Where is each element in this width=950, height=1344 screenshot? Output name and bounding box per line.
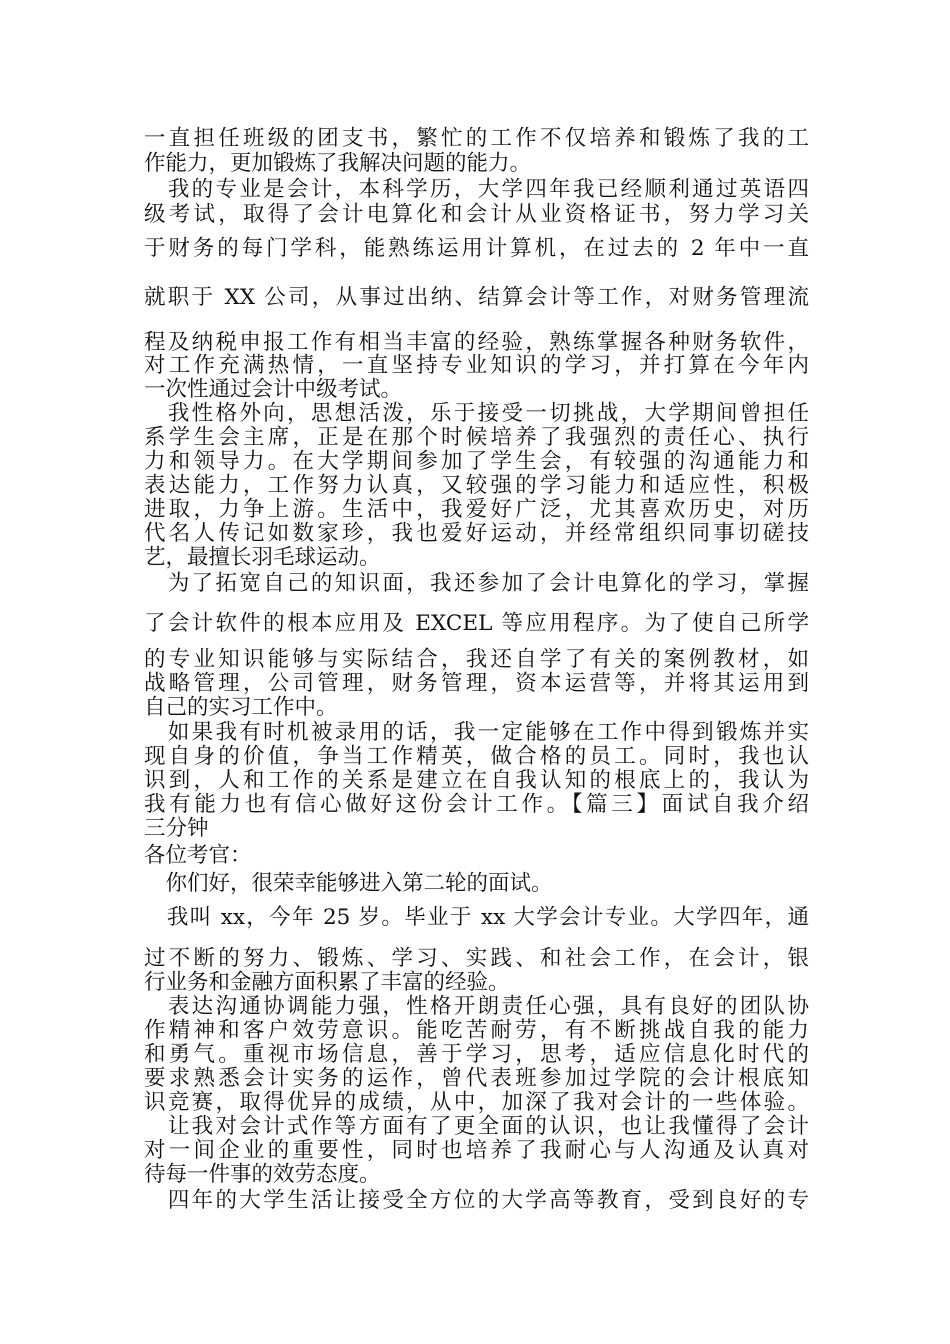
- text-line: 一直担任班级的团支书，繁忙的工作不仅培养和锻炼了我的工: [144, 126, 809, 151]
- text-line: 作能力，更加锻炼了我解决问题的能力。: [144, 151, 532, 176]
- text-line: 表达能力，工作努力认真，又较强的学习能力和适应性，积极: [144, 473, 809, 498]
- text-line: 了会计软件的根本应用及 EXCEL 等应用程序。为了使自己所学: [144, 611, 809, 636]
- text-line: 艺，最擅长羽毛球运动。: [144, 545, 381, 570]
- text-line: 我性格外向，思想活泼，乐于接受一切挑战，大学期间曾担任: [144, 401, 809, 426]
- text-line: 战略管理，公司管理，财务管理，资本运营等，并将其运用到: [144, 671, 809, 696]
- text-line: 要求熟悉会计实务的运作，曾代表班参加过学院的会计根底知: [144, 1066, 809, 1091]
- text-line: 进取，力争上游。生活中，我爱好广泛，尤其喜欢历史，对历: [144, 497, 809, 522]
- text-line: 识到，人和工作的关系是建立在自我认知的根底上的，我认为: [144, 768, 809, 793]
- text-line: 级考试，取得了会计电算化和会计从业资格证书，努力学习关: [144, 202, 809, 227]
- text-line: 我有能力也有信心做好这份会计工作。【篇三】面试自我介绍: [144, 792, 809, 817]
- text-line: 对工作充满热情，一直坚持专业知识的学习，并打算在今年内: [144, 353, 809, 378]
- text-line: 各位考官：: [144, 843, 252, 868]
- text-line: 三分钟: [144, 816, 209, 841]
- text-line: 于财务的每门学科，能熟练运用计算机，在过去的 2 年中一直: [144, 236, 809, 261]
- text-line: 行业务和金融方面积累了丰富的经验。: [144, 970, 510, 995]
- text-line: 对一间企业的重要性，同时也培养了我耐心与人沟通及认真对: [144, 1138, 809, 1163]
- text-line: 让我对会计式作等方面有了更全面的认识，也让我懂得了会计: [144, 1114, 809, 1139]
- text-line: 过不断的努力、锻炼、学习、实践、和社会工作，在会计，银: [144, 946, 809, 971]
- text-line: 系学生会主席，正是在那个时候培养了我强烈的责任心、执行: [144, 425, 809, 450]
- text-line: 和勇气。重视市场信息，善于学习，思考，适应信息化时代的: [144, 1042, 809, 1067]
- text-line: 作精神和客户效劳意识。能吃苦耐劳，有不断挑战自我的能力: [144, 1018, 809, 1043]
- text-line: 为了拓宽自己的知识面，我还参加了会计电算化的学习，掌握: [144, 571, 809, 596]
- text-line: 你们好，很荣幸能够进入第二轮的面试。: [144, 871, 553, 896]
- text-line: 的专业知识能够与实际结合，我还自学了有关的案例教材，如: [144, 647, 809, 672]
- text-line: 我叫 xx，今年 25 岁。毕业于 xx 大学会计专业。大学四年，通: [144, 905, 809, 930]
- text-line: 如果我有时机被录用的话，我一定能够在工作中得到锻炼并实: [144, 720, 809, 745]
- text-line: 就职于 XX 公司，从事过出纳、结算会计等工作，对财务管理流: [144, 285, 809, 310]
- text-line: 力和领导力。在大学期间参加了学生会，有较强的沟通能力和: [144, 449, 809, 474]
- text-line: 识竞赛，取得优异的成绩，从中，加深了我对会计的一些体验。: [144, 1090, 809, 1115]
- text-line: 自己的实习工作中。: [144, 695, 338, 720]
- text-line: 待每一件事的效劳态度。: [144, 1162, 381, 1187]
- text-line: 表达沟通协调能力强，性格开朗责任心强，具有良好的团队协: [144, 994, 809, 1019]
- text-line: 程及纳税申报工作有相当丰富的经验，熟练掌握各种财务软件，: [144, 330, 809, 355]
- text-line: 四年的大学生活让接受全方位的大学高等教育，受到良好的专: [144, 1188, 809, 1213]
- text-line: 我的专业是会计，本科学历，大学四年我已经顺利通过英语四: [144, 177, 809, 202]
- text-line: 一次性通过会计中级考试。: [144, 377, 403, 402]
- text-line: 代名人传记如数家珍，我也爱好运动，并经常组织同事切磋技: [144, 521, 809, 546]
- text-line: 现自身的价值，争当工作精英，做合格的员工。同时，我也认: [144, 744, 809, 769]
